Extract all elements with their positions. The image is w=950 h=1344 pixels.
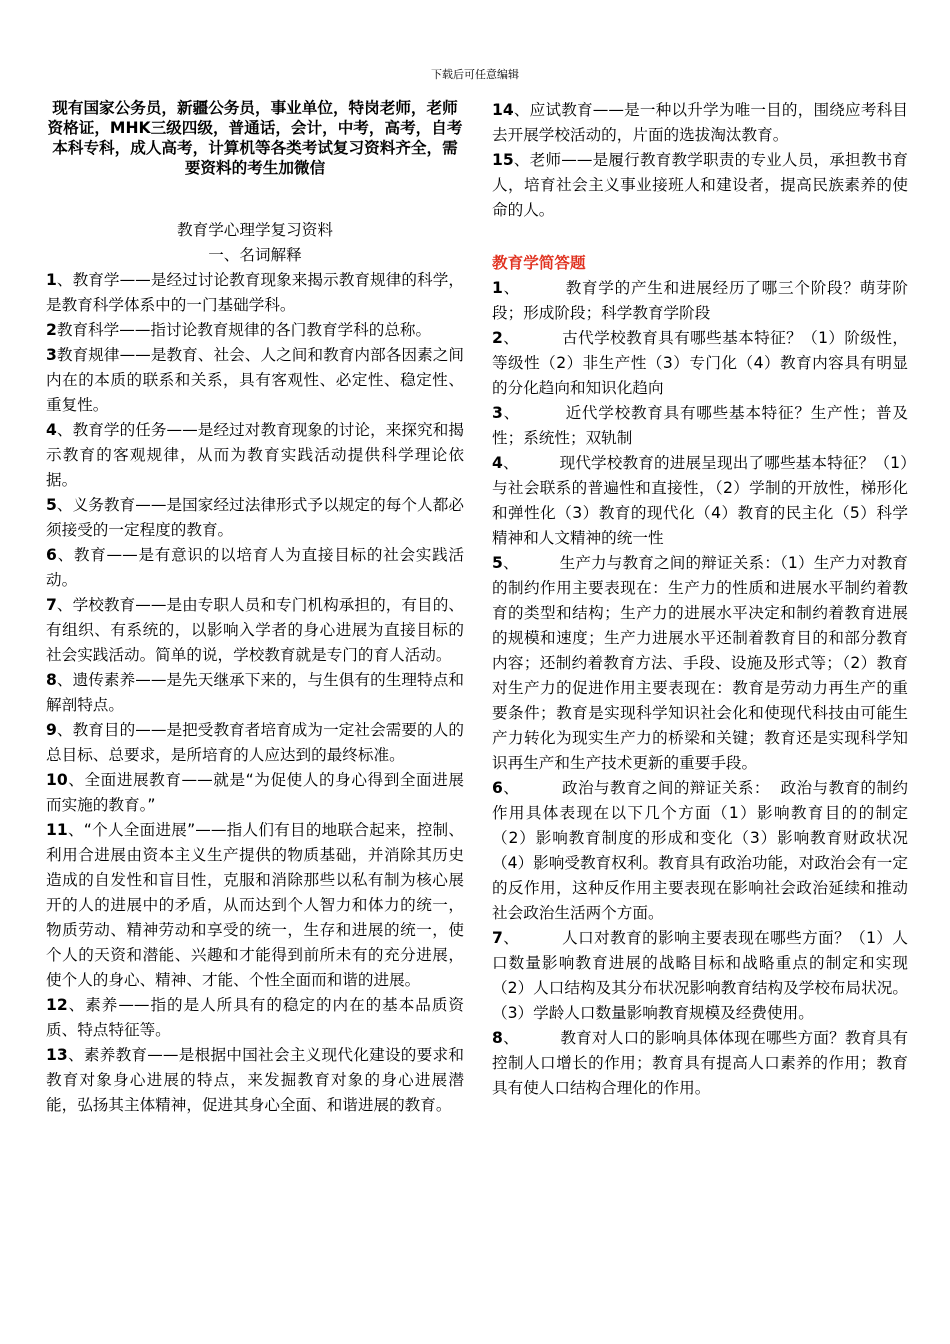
item-text: 全面进展教育——就是“为促使人的身心得到全面进展而实施的教育。” [46, 771, 464, 814]
item-number: 10 [46, 771, 68, 789]
term-item [46, 668, 464, 718]
item-separator: 、 [67, 821, 84, 839]
item-text: 政治与教育之间的辩证关系： 政治与教育的制约作用具体表现在以下几个方面（1）影响教育目的的制定（2）影响教育制度的形成和变化（3）影响教育财政状况（4）影响受教育权利。教育具有政治功能，对政治会有一定的反作用，这种反作用主要表现在影响社会政治延续和推动社会政治生活两个方面。 [492, 779, 908, 922]
item-separator: 、 [67, 771, 85, 789]
item-number: 6 [46, 546, 57, 564]
item-number: 6 [492, 779, 503, 797]
qa-item [492, 451, 908, 551]
item-separator: 、 [56, 271, 73, 289]
item-text: 教育目的——是把受教育者培育成为一定社会需要的人的总目标、总要求，是所培育的人应达到的最终标准。 [46, 721, 464, 764]
term-list-continued [492, 98, 908, 223]
item-separator: 、 [513, 151, 530, 169]
qa-item [492, 776, 908, 926]
item-number: 4 [492, 454, 503, 472]
item-separator: 、 [67, 1046, 84, 1064]
item-number: 2 [492, 329, 503, 347]
term-list [46, 268, 464, 1118]
term-item [492, 148, 908, 223]
item-number: 8 [492, 1029, 503, 1047]
item-text: 教育科学——指讨论教育规律的各门教育学科的总称。 [56, 321, 432, 339]
page-header-note: 下载后可任意编辑 [431, 68, 519, 81]
term-item [46, 493, 464, 543]
item-text: 义务教育——是国家经过法律形式予以规定的每个人都必须接受的一定程度的教育。 [46, 496, 464, 539]
item-text: 人口对教育的影响主要表现在哪些方面？（1）人口数量影响教育进展的战略目标和战略重点的制定和实现（2）人口结构及其分布状况影响教育结构及学校布局状况。（3）学龄人口数量影响教育规模及经费使用。 [492, 929, 908, 1022]
item-number: 8 [46, 671, 57, 689]
item-text: 教育——是有意识的以培育人为直接目标的社会实践活动。 [46, 546, 464, 589]
term-item [46, 593, 464, 668]
item-number: 3 [46, 346, 57, 364]
document-title: 教育学心理学复习资料 [177, 221, 333, 239]
item-separator: 、 [513, 101, 530, 119]
section-title-short-answer: 教育学简答题 [492, 254, 586, 272]
item-separator: 、 [56, 496, 73, 514]
item-text: 古代学校教育具有哪些基本特征？（1）阶级性，等级性（2）非生产性（3）专门化（4）教育内容具有明显的分化趋向和知识化趋向 [492, 329, 908, 397]
item-text: 学校教育——是由专职人员和专门机构承担的，有目的、有组织、有系统的，以影响入学者的身心进展为直接目标的社会实践活动。简单的说，学校教育就是专门的育人活动。 [46, 596, 464, 664]
item-number: 7 [46, 596, 57, 614]
item-number: 14 [492, 101, 514, 119]
term-item [46, 718, 464, 768]
promo-text: 现有国家公务员，新疆公务员，事业单位，特岗老师，老师资格证，MHK三级四级，普通话，会计，中考，高考，自考本科专科，成人高考，计算机等各类考试复习资料齐全，需要资料的考生加微信 [47, 99, 463, 177]
qa-item [492, 551, 908, 776]
qa-item [492, 326, 908, 401]
item-number: 1 [492, 279, 503, 297]
item-separator: 、 [502, 779, 520, 797]
item-text: 教育学的产生和进展经历了哪三个阶段？萌芽阶段；形成阶段；科学教育学阶段 [492, 279, 908, 322]
item-number: 1 [46, 271, 57, 289]
item-separator: 、 [502, 929, 520, 947]
item-separator: 、 [56, 596, 73, 614]
item-number: 4 [46, 421, 57, 439]
item-text: 教育学——是经过讨论教育现象来揭示教育规律的科学，是教育科学体系中的一门基础学科。 [46, 271, 464, 314]
item-number: 5 [492, 554, 503, 572]
item-number: 7 [492, 929, 503, 947]
item-separator: 、 [502, 404, 520, 422]
item-text: 生产力与教育之间的辩证关系：（1）生产力对教育的制约作用主要表现在：生产力的性质和进展水平制约着教育的类型和结构；生产力的进展水平决定和制约着教育进展的规模和速度；生产力进展水平还制着教育目的和部分教育内容；还制约着教育方法、手段、设施及形式等；（2）教育对生产力的促进作用主要表现在：教育是劳动力再生产的重要条件；教育是实现科学知识社会化和使现代科技由可能生产力转化为现实生产力的桥梁和关键；教育还是实现科学知识再生产和生产技术更新的重要手段。 [492, 554, 908, 772]
item-text: 近代学校教育具有哪些基本特征？生产性；普及性；系统性；双轨制 [492, 404, 908, 447]
item-number: 11 [46, 821, 68, 839]
item-separator: 、 [502, 329, 520, 347]
item-separator: 、 [56, 421, 73, 439]
item-number: 3 [492, 404, 503, 422]
term-item [46, 768, 464, 818]
item-text: 教育学的任务——是经过对教育现象的讨论，来探究和揭示教育的客观规律，从而为教育实践活动提供科学理论依据。 [46, 421, 464, 489]
item-text: 素养教育——是根据中国社会主义现代化建设的要求和教育对象身心进展的特点，来发掘教育对象的身心进展潜能，弘扬其主体精神，促进其身心全面、和谐进展的教育。 [46, 1046, 464, 1114]
section-title-terms: 一、名词解释 [208, 246, 302, 264]
item-text: 素养——指的是人所具有的稳定的内在的基本品质资质、特点特征等。 [46, 996, 464, 1039]
term-item [46, 343, 464, 418]
short-answer-list [492, 276, 908, 1101]
qa-item [492, 1026, 908, 1101]
item-separator: 、 [502, 454, 519, 472]
item-number: 12 [46, 996, 68, 1014]
term-item [46, 993, 464, 1043]
qa-item [492, 401, 908, 451]
item-text: 应试教育——是一种以升学为唯一目的，围绕应考科目去开展学校活动的，片面的选拔淘汰教育。 [492, 101, 908, 144]
item-separator: 、 [502, 554, 519, 572]
item-separator: 、 [502, 279, 520, 297]
item-text: 现代学校教育的进展呈现出了哪些基本特征？（1）与社会联系的普遍性和直接性，（2）学制的开放性，梯形化和弹性化（3）教育的现代化（4）教育的民主化（5）科学精神和人文精神的统一性 [492, 454, 908, 547]
item-number: 2 [46, 321, 57, 339]
item-number: 13 [46, 1046, 68, 1064]
item-text: 老师——是履行教育教学职责的专业人员，承担教书育人，培育社会主义事业接班人和建设者，提高民族素养的使命的人。 [492, 151, 908, 219]
item-text: 教育规律——是教育、社会、人之间和教育内部各因素之间内在的本质的联系和关系，具有客观性、必定性、稳定性、重复性。 [46, 346, 464, 414]
item-text: 教育对人口的影响具体体现在哪些方面？教育具有控制人口增长的作用；教育具有提高人口素养的作用；教育具有使人口结构合理化的作用。 [492, 1029, 908, 1097]
item-separator: 、 [56, 546, 74, 564]
term-item [46, 268, 464, 318]
item-separator: 、 [502, 1029, 519, 1047]
right-column [492, 98, 908, 1101]
qa-item [492, 926, 908, 1026]
item-number: 5 [46, 496, 57, 514]
qa-item [492, 276, 908, 326]
item-text: 遗传素养——是先天继承下来的，与生俱有的生理特点和解剖特点。 [46, 671, 464, 714]
item-number: 9 [46, 721, 57, 739]
term-item [46, 318, 464, 343]
left-column [46, 98, 464, 1118]
item-separator: 、 [56, 671, 73, 689]
term-item [46, 818, 464, 993]
item-number: 15 [492, 151, 514, 169]
term-item [46, 1043, 464, 1118]
term-item [492, 98, 908, 148]
item-separator: 、 [56, 721, 73, 739]
item-separator: 、 [67, 996, 86, 1014]
item-text: “个人全面进展”——指人们有目的地联合起来，控制、利用合进展由资本主义生产提供的物质基础，并消除其历史造成的自发性和盲目性，克服和消除那些以私有制为核心展开的人的进展中的矛盾，从而达到个人智力和体力的统一，物质劳动、精神劳动和享受的统一，生存和进展的统一，使个人的天资和潜能、兴趣和才能得到前所未有的充分进展，使个人的身心、精神、才能、个性全面而和谐的进展。 [46, 821, 464, 989]
term-item [46, 543, 464, 593]
term-item [46, 418, 464, 493]
